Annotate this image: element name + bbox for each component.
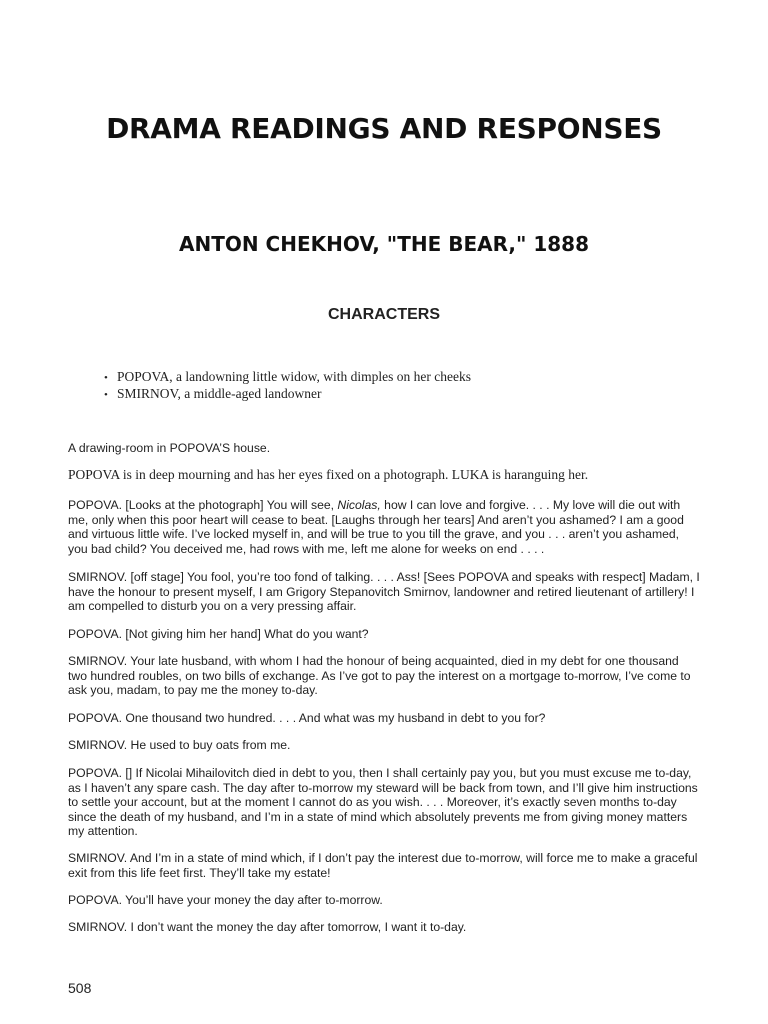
section-title: ANTON CHEKHOV, "THE BEAR," 1888 [178, 232, 590, 256]
characters-list [104, 369, 471, 403]
emphasized-name: Nicolas, [337, 498, 381, 512]
dialogue-text: how I can love and forgive. . . . My love will die out with me, only when this poor heart will cease to beat. [Laughs through her tears] And aren’t you ashamed? I am a good and virtuous little wife. I’ve locked myself in, and will be true to you till the grave, and you . . . aren’t you ashamed, you bad child? You deceived me, had rows with me, left me alone for weeks on end . . . . [68, 498, 684, 556]
characters-heading: CHARACTERS [328, 306, 440, 323]
dialogue-paragraph: POPOVA. [] If Nicolai Mihailovitch died in debt to you, then I shall certainly pay you, but you must excuse me to-day, as I haven’t any spare cash. The day after to-morrow my steward will be back from town, and I’ll give him instructions to settle your account, but at the moment I cannot do as you wish. . . . Moreover, it’s exactly seven months to-day since the death of my husband, and I’m in a state of mind which absolutely prevents me from giving money matters my attention. [68, 766, 698, 839]
stage-direction-setting: A drawing-room in POPOVA’S house. [68, 441, 271, 455]
dialogue-paragraph: POPOVA. [Not giving him her hand] What do you want? [68, 627, 369, 641]
page-number: 508 [68, 980, 92, 996]
dialogue-paragraph: SMIRNOV. He used to buy oats from me. [68, 738, 291, 752]
list-item: • POPOVA, a landowning little widow, with dimples on her cheeks [104, 369, 471, 386]
dialogue-paragraph: SMIRNOV. I don’t want the money the day after tomorrow, I want it to-day. [68, 920, 467, 934]
dialogue-paragraph: SMIRNOV. Your late husband, with whom I had the honour of being acquainted, died in my debt for one thousand two hundred roubles, on two bills of exchange. As I’ve got to pay the interest on a mortgage to-morrow, I’ve come to ask you, madam, to pay me the money to-day. [68, 654, 691, 698]
list-item: • SMIRNOV, a middle-aged landowner [104, 386, 471, 403]
dialogue-text: POPOVA. [Looks at the photograph] You will see, [68, 498, 338, 512]
page-title: DRAMA READINGS AND RESPONSES [106, 112, 662, 145]
dialogue-paragraph: POPOVA. One thousand two hundred. . . . And what was my husband in debt to you for? [68, 711, 546, 725]
stage-direction-mourning: POPOVA is in deep mourning and has her eyes fixed on a photograph. LUKA is haranguing her. [68, 467, 589, 482]
dialogue-paragraph [68, 498, 700, 556]
dialogue-paragraph: SMIRNOV. [off stage] You fool, you’re too fond of talking. . . . Ass! [Sees POPOVA and speaks with respect] Madam, I have the honour to present myself, I am Grigory Stepanovitch Smirnov, landowner and retired lieutenant of artillery! I am compelled to disturb you on a very pressing affair. [68, 570, 700, 614]
dialogue-paragraph: POPOVA. You’ll have your money the day after to-morrow. [68, 893, 383, 907]
dialogue-paragraph: SMIRNOV. And I’m in a state of mind which, if I don’t pay the interest due to-morrow, will force me to make a graceful exit from this life feet first. They’ll take my estate! [68, 851, 698, 880]
